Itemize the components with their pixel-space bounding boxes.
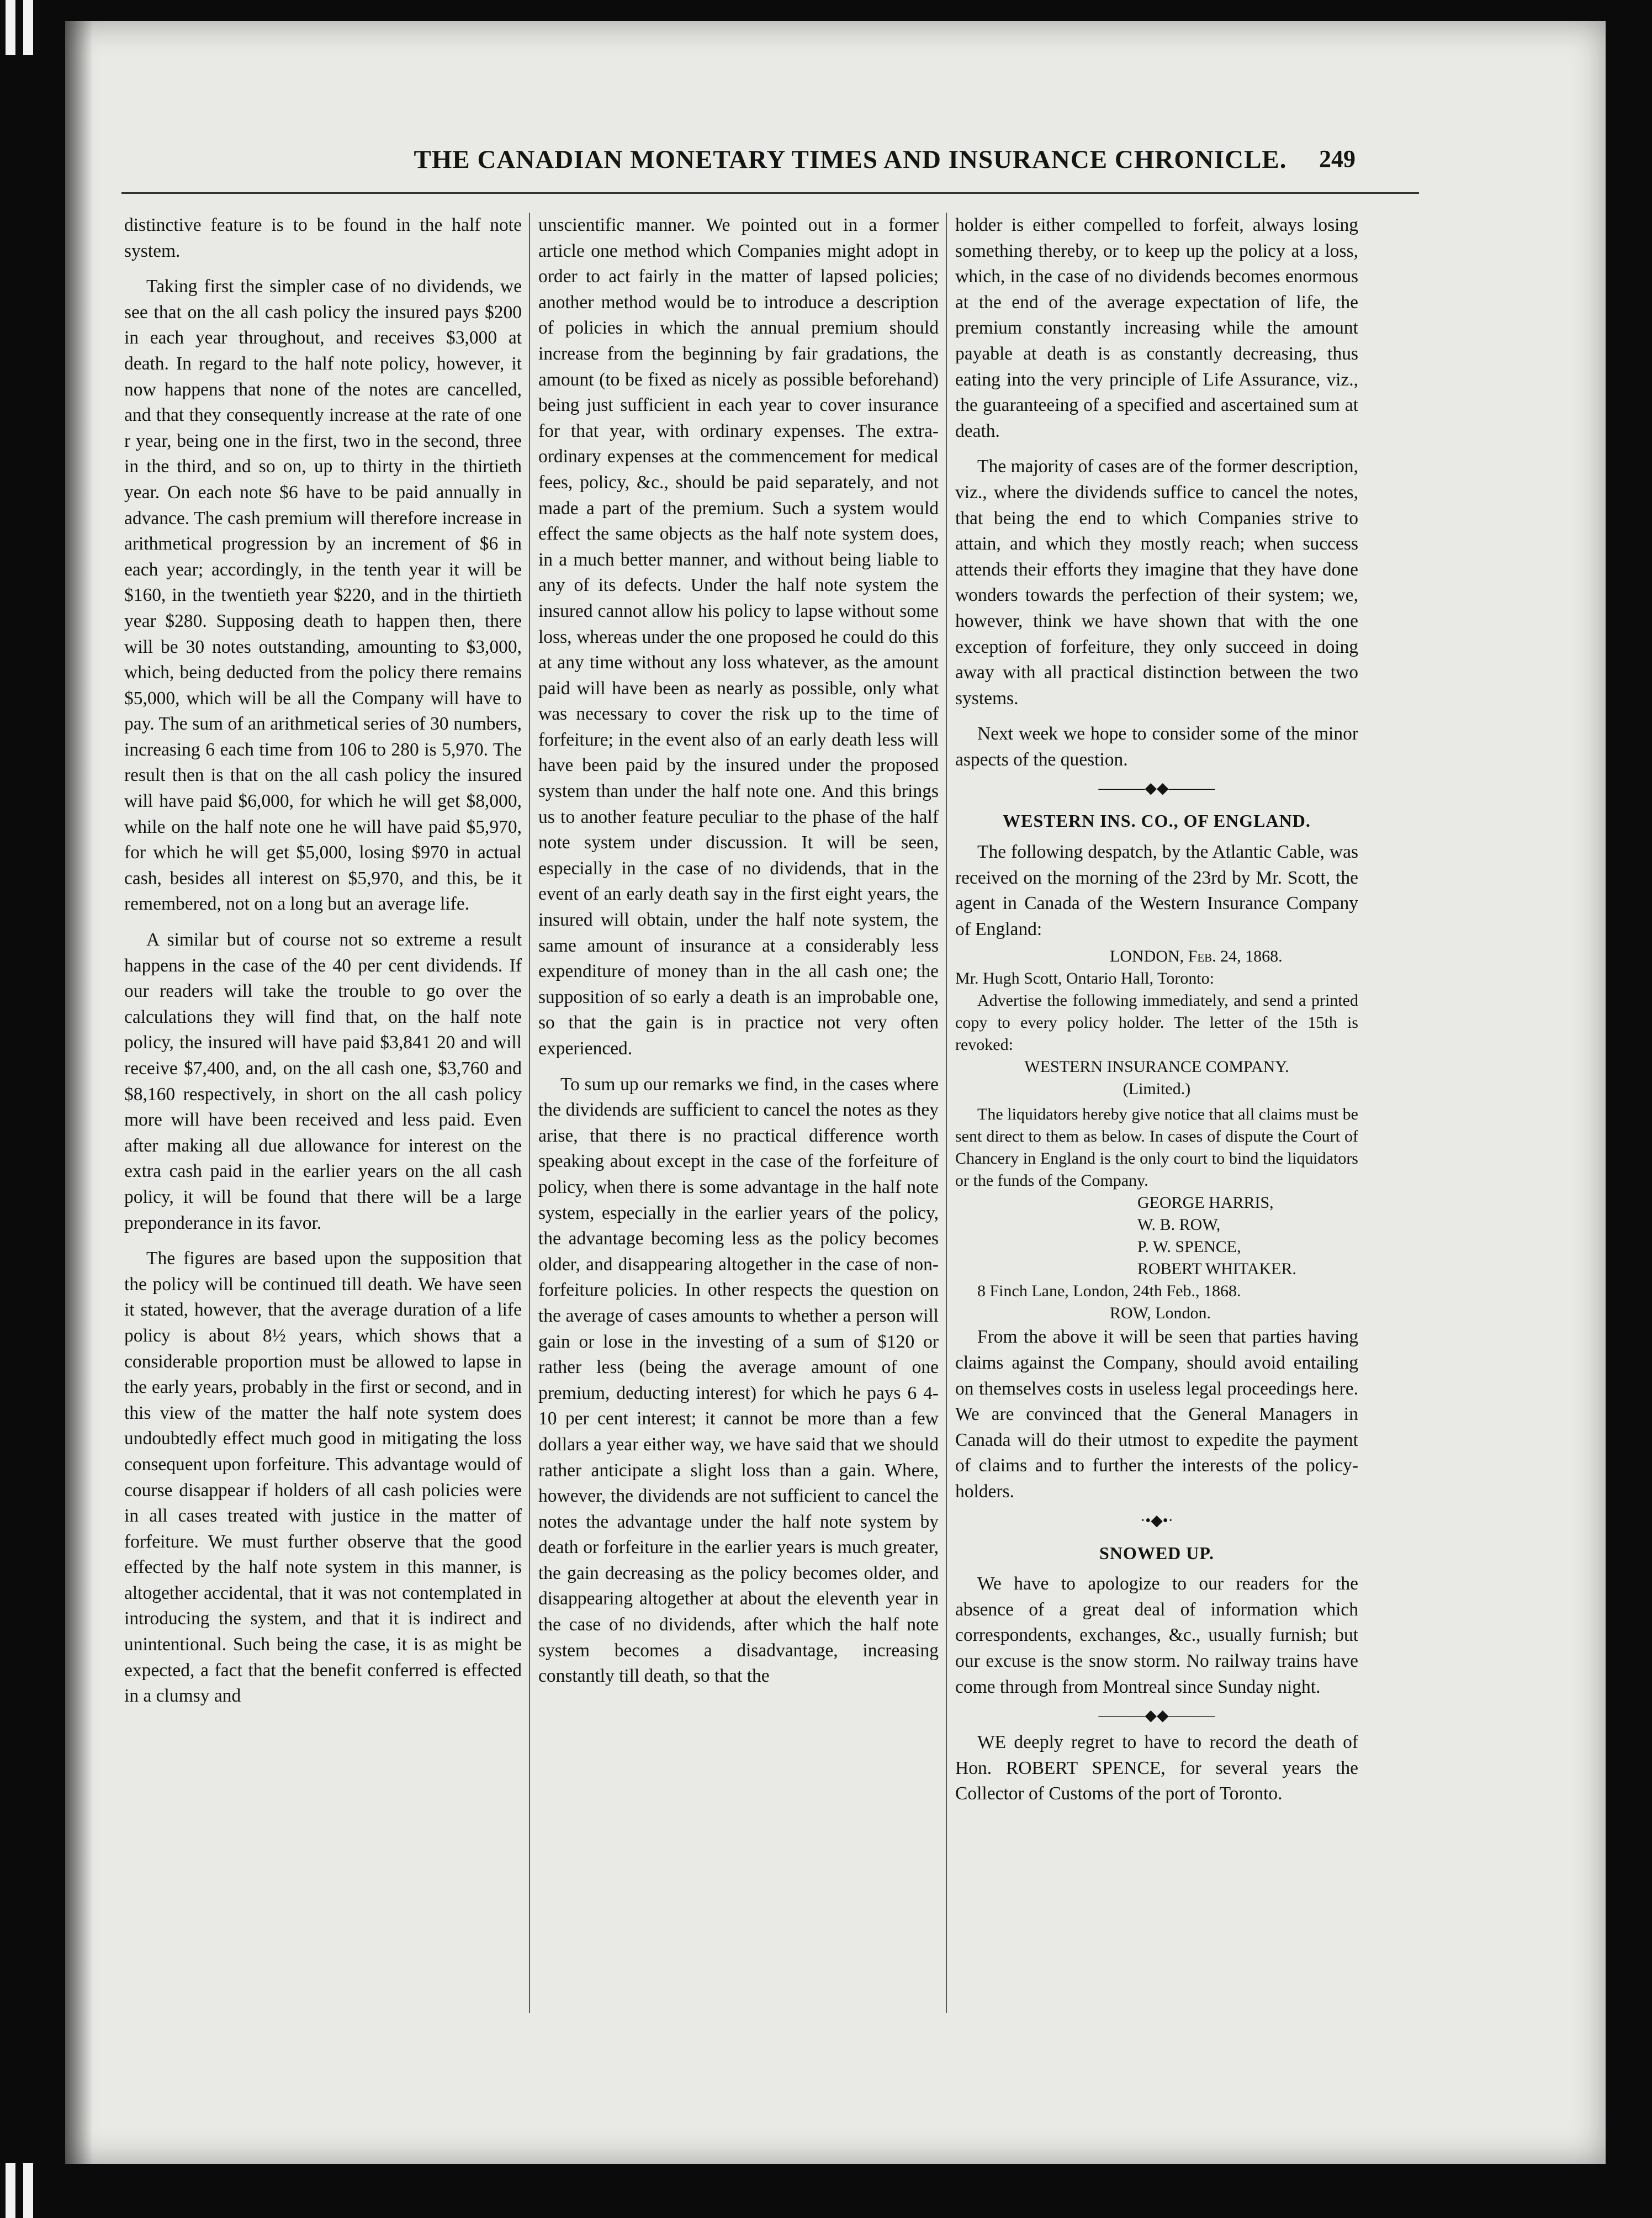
article-paragraph: Next week we hope to consider some of the minor aspects of the question. [955,724,1358,770]
despatch-block [955,946,1358,1324]
article-paragraph: distinctive feature is to be found in the half note system. [124,215,522,261]
ornament-divider: ———◆◆——— [1098,780,1215,798]
despatch-body: Advertise the following immediately, and send a printed copy to every policy holder. The letter of the 15th is revoked: [955,991,1358,1054]
article-paragraph: From the above it will be seen that parties having claims against the Company, should avoid entailing on themselves costs in useless legal proceedings here. We are convinced that the General Managers in Canada will do their utmost to expedite the payment of claims and to further the interests of the policy-holders. [955,1327,1358,1502]
column-2 [538,213,939,2013]
article-paragraph: Taking first the simpler case of no dividends, we see that on the all cash policy the insured pays $200 in each year throughout, and receives $3,000 at death. In regard to the half note policy, however, it now happens that none of the notes are cancelled, and that they consequently increase at the rate of one r year, being one in the first, two in the second, three in the third, and so on, up to thirty in the thirtieth year. On each note $6 have to be paid annually in advance. The cash premium will therefore increase in arithmetical progression by an increment of $6 in each year; accordingly, in the tenth year it will be $160, in the twentieth year $220, and in the thirtieth year $280. Supposing death to happen then, there will be 30 notes outstanding, amounting to $3,000, which, being deducted from the policy there remains $5,000, which will be all the Company will have to pay. The sum of an arithmetical series of 30 numbers, increasing 6 each time from 106 to 280 is 5,970. The result then is that on the all cash policy the insured will have paid $6,000, for which he will get $8,000, while on the half note one he will have paid $5,970, for which he will get $5,000, losing $970 in actual cash, besides all interest on $5,970, and this, be it remembered, not on a long but an average life. [124,276,522,915]
article-paragraph: The following despatch, by the Atlantic Cable, was received on the morning of the 23rd by Mr. Scott, the agent in Canada of the Western Insurance Company of England: [955,842,1358,939]
signatory: W. B. ROW, [1137,1216,1221,1234]
section-heading: WESTERN INS. CO., OF ENGLAND. [1003,811,1311,831]
article-paragraph: A similar but of course not so extreme a result happens in the case of the 40 per cent dividends. If our readers will take the trouble to go over the calculations they will find that, on the half note policy, the insured will have paid $3,841 20 and will receive $7,400, and, on the all cash one, $3,760 and $8,160 respectively, in short on the all cash policy more will have been received and less paid. Even after making all due allowance for interest on the extra cash paid in the earlier years on the all cash policy, it will be found that there will be a large preponderance in its favor. [124,930,522,1233]
article-paragraph: The figures are based upon the supposition that the policy will be continued till death. We have seen it stated, however, that the average duration of a life policy is about 8½ years, which shows that a considerable proportion must be allowed to lapse in the early years, probably in the first or second, and in this view of the matter the half note system does undoubtedly effect much good in mitigating the loss consequent upon forfeiture. This advantage would of course disappear if holders of all cash policies were in all cases treated with justice in the matter of forfeiture. We must further observe that the good effected by the half note system in this manner, is altogether accidental, that it was not contemplated in introducing the system, and that it is indirect and unintentional. Such being the case, it is as might be expected, a fact that the benefit conferred is effected in a clumsy and [124,1248,522,1707]
dateline: LONDON, Feb. 24, 1868. [1110,947,1283,966]
company-limited: (Limited.) [1122,1080,1191,1099]
column-3 [955,213,1358,2013]
signatory: P. W. SPENCE, [1137,1238,1241,1256]
ornament-divider: ·•◆•· [1140,1512,1173,1529]
column-rule [529,213,530,2013]
article-paragraph: WE deeply regret to have to record the death of Hon. ROBERT SPENCE, for several years the Collector of Customs of the port of Toronto. [955,1732,1358,1804]
gutter-shadow [65,21,93,2164]
header-rule [121,192,1419,194]
company-name: WESTERN INSURANCE COMPANY. [1024,1058,1289,1076]
addressee: Mr. Hugh Scott, Ontario Hall, Toronto: [955,969,1214,988]
liquidators-notice: The liquidators hereby give notice that all claims must be sent direct to them as below. In cases of dispute the Court of Chancery in England is the only court to bind the liquidators or the funds of the Company. [955,1105,1358,1190]
signatory: ROBERT WHITAKER. [1137,1260,1297,1279]
page-header-title: THE CANADIAN MONETARY TIMES AND INSURANCE CHRONICLE. [414,145,1287,174]
column-1 [124,213,522,2013]
despatch-signoff: ROW, London. [1110,1304,1211,1323]
article-paragraph: The majority of cases are of the former description, viz., where the dividends suffice to cancel the notes, that being the end to which Companies strive to attain, and which they mostly reach; when success attends their efforts they imagine that they have done wonders towards the perfection of their system; we, however, think we have shown that with the one exception of forfeiture, they only succeed in doing away with all practical distinction between the two systems. [955,456,1358,709]
ornament-divider: ———◆◆——— [1098,1707,1215,1725]
film-edge-mark-top [0,0,39,55]
article-paragraph: We have to apologize to our readers for the absence of a great deal of information which correspondents, exchanges, &c., usually furnish; but our excuse is the snow storm. No railway trains have come through from Montreal since Sunday night. [955,1573,1358,1697]
signatory: GEORGE HARRIS, [1137,1194,1274,1212]
column-rule [946,213,947,2013]
article-paragraph: holder is either compelled to forfeit, always losing something thereby, or to keep up the policy at a loss, which, in the case of no dividends becomes enormous at the end of the average expectation of life, the premium constantly increasing while the amount payable at death is as constantly decreasing, thus eating into the very principle of Life Assurance, viz., the guaranteeing of a specified and ascertained sum at death. [955,215,1358,441]
article-paragraph: To sum up our remarks we find, in the cases where the dividends are sufficient to cancel the notes as they arise, that there is no practical difference worth speaking about except in the case of the forfeiture of policy, when there is some advantage in the half note system, especially in the earlier years of the policy, the advantage becoming less as the policy becomes older, and disappearing altogether in the case of non-forfeiture policies. In other respects the question on the average of cases amounts to whether a person will gain or lose in the investing of a sum of $120 or rather less (being the average amount of one premium, deducting interest) for which he pays 6 4-10 per cent interest; it cannot be more than a few dollars a year either way, we have said that we should rather anticipate a slight loss than a gain. Where, however, the dividends are not sufficient to cancel the notes the advantage under the half note system by death or forfeiture in the earlier years is much greater, the gain decreasing as the policy becomes older, and disappearing altogether at about the eleventh year in the case of no dividends, after which the half note system becomes a disadvantage, increasing constantly till death, so that the [538,1074,939,1687]
film-edge-mark-bottom [0,2163,39,2218]
section-heading: SNOWED UP. [1099,1543,1214,1563]
article-paragraph: unscientific manner. We pointed out in a former article one method which Companies might adopt in order to act fairly in the matter of lapsed policies; another method would be to introduce a description of policies in which the annual premium should increase from the beginning by fair gradations, the amount (to be fixed as nicely as possible beforehand) being just sufficient in each year to cover insurance for that year, with ordinary expenses. The extra-ordinary expenses at the commencement for medical fees, policy, &c., should be paid separately, and not made a part of the premium. Such a system would effect the same objects as the half note system does, in a much better manner, and without being liable to any of its defects. Under the half note system the insured cannot allow his policy to lapse without some loss, whereas under the one proposed he could do this at any time without any loss whatever, as the amount paid will have been as nearly as possible, only what was necessary to cover the risk up to the time of forfeiture; in the event also of an early death less will have been paid by the insured under the proposed system than under the half note one. And this brings us to another feature peculiar to the phase of the half note system under discussion. It will be seen, especially in the case of no dividends, that in the event of an early death say in the first eight years, the insured will obtain, under the half note system, the same amount of insurance at a considerably less expenditure of money than in the all cash one; the supposition of so early a death is an improbable one, so that the gain is in practice not very often experienced. [538,215,939,1059]
page-number: 249 [1319,145,1356,172]
despatch-address: 8 Finch Lane, London, 24th Feb., 1868. [977,1282,1241,1301]
